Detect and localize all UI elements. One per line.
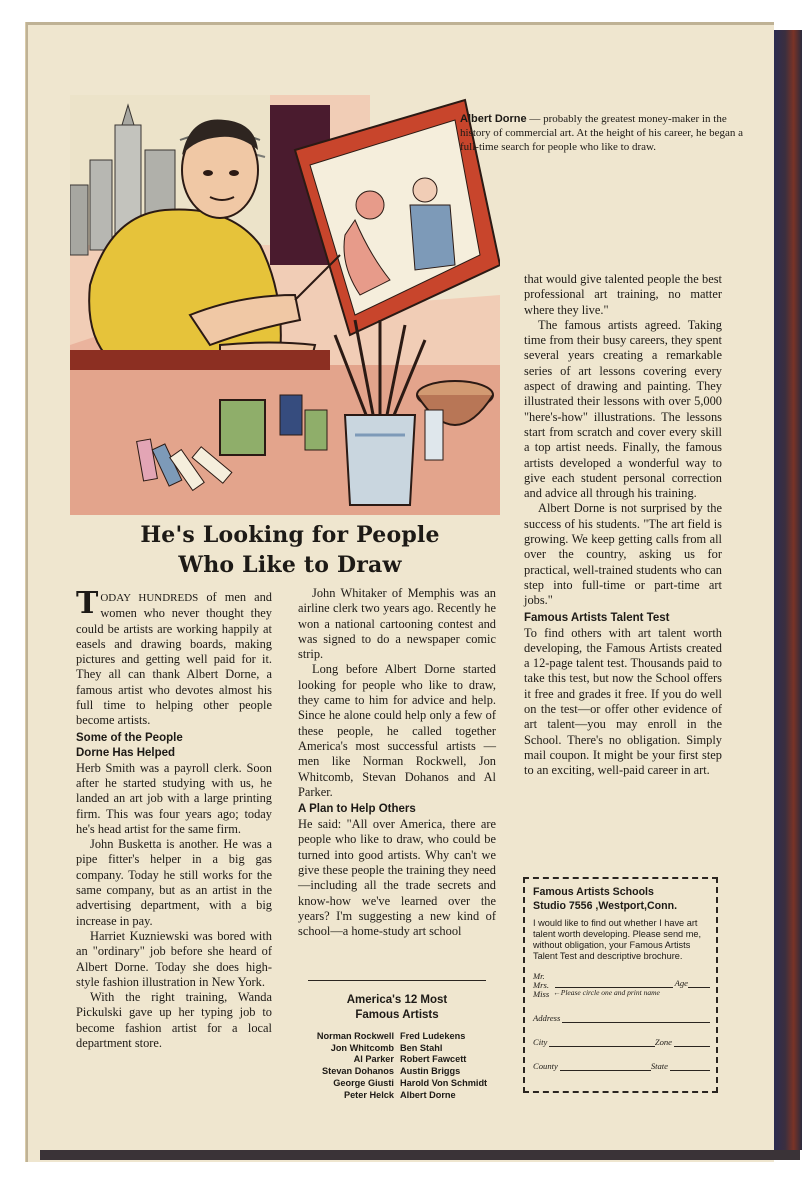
artist-name: Harold Von Schmidt [400, 1077, 488, 1088]
address-label: Address [533, 1013, 561, 1023]
address-field[interactable] [533, 1013, 710, 1023]
salutation-mrs[interactable]: Mrs. [533, 980, 549, 990]
page-headline [70, 520, 510, 580]
city-line[interactable] [549, 1038, 654, 1047]
age-line[interactable] [688, 979, 710, 988]
subhead-line-1: Some of the People [76, 731, 183, 744]
illustration-caption [460, 112, 750, 154]
coupon-school-line-1: Famous Artists Schools [533, 886, 654, 898]
comic-spine [774, 30, 802, 1150]
paragraph: that would give talented people the best professional art training, no matter where they live." [524, 272, 722, 317]
artist-name: Peter Helck [343, 1089, 394, 1100]
state-line[interactable] [670, 1062, 710, 1071]
article-column-3 [524, 272, 722, 779]
name-field[interactable] [533, 972, 710, 999]
article-column-1 [76, 586, 272, 1051]
artist-name: Norman Rockwell [316, 1031, 394, 1041]
subhead: A Plan to Help Others [298, 803, 416, 816]
salutation-miss[interactable]: Miss [533, 989, 550, 999]
headline-line-2: Who Like to Draw [178, 552, 402, 578]
name-line-area[interactable] [553, 972, 710, 998]
paragraph: To find others with art talent worth developing, the Famous Artists created a 12-page talent test. Thousands paid to take this test, but now the School offers it free and grades it free. If you do well on the test—or offer other evidence of art talent—you may enroll in the School. There's no obligation. Simply mail coupon. It might be your first step to an exciting, well-paid career in art. [524, 625, 722, 778]
artist-name: Robert Fawcett [400, 1054, 467, 1065]
small-caps-lead: ODAY HUNDREDS [100, 592, 199, 604]
paragraph: Albert Dorne is not surprised by the success of his students. "The art field is growing. We keep getting calls from all over the country, asking us for practical, well-trained students who can step into full-time or part-time art jobs." [524, 501, 722, 608]
subhead [76, 731, 272, 761]
divider [308, 980, 486, 981]
famous-artists-list [298, 980, 496, 1101]
age-label: Age [674, 978, 688, 988]
artist-name: George Giusti [333, 1077, 394, 1088]
coupon-school-line-2: Studio 7556 ,Westport,Conn. [533, 900, 678, 912]
mail-coupon[interactable] [523, 877, 718, 1093]
paragraph: John Busketta is another. He was a pipe fitter's helper in a big gas company. Today he still works for the same company, but as an artist in the advertising department, with a big increase in pay. [76, 837, 272, 928]
caption-text: — probably the greatest money-maker in the history of commercial art. At the height of his career, he began a full-time search for people who like to draw. [460, 113, 744, 153]
city-zone-field[interactable] [533, 1037, 710, 1047]
drop-cap: T [76, 586, 99, 621]
coupon-school [533, 885, 710, 913]
county-label: County [533, 1061, 558, 1071]
state-label: State [650, 1061, 668, 1071]
zone-label: Zone [654, 1037, 672, 1047]
artists-title [298, 993, 496, 1023]
paragraph: Herb Smith was a payroll clerk. Soon after he started studying with us, he landed an art job with a large printing firm. This was four years ago; today he's head artist for the same firm. [76, 760, 272, 836]
paragraph: Long before Albert Dorne started looking for people who like to draw, they came to him for advice and help. Since he alone could help only a few of these people, he called together America's most successful artists —men like Norman Rockwell, Jon Whitcomb, Stevan Dohanos and Al Parker. [298, 662, 496, 799]
artists-title-line-1: America's 12 Most [346, 994, 448, 1006]
artist-name: Jon Whitcomb [330, 1042, 394, 1053]
subhead-line-2: Dorne Has Helped [76, 746, 176, 759]
artist-name: Ben Stahl [400, 1042, 443, 1053]
circle-note: ←Please circle one and print name [553, 988, 660, 997]
artist-illustration [70, 95, 500, 515]
address-line[interactable] [562, 1014, 710, 1023]
zone-line[interactable] [674, 1038, 710, 1047]
subhead: Famous Artists Talent Test [524, 611, 670, 624]
county-state-field[interactable] [533, 1061, 710, 1071]
county-line[interactable] [560, 1062, 651, 1071]
artist-name: Fred Ludekens [400, 1031, 466, 1041]
paragraph: John Whitaker of Memphis was an airline clerk two years ago. Recently he won a national cartooning contest and was signed to do a newspaper comic strip. [298, 586, 496, 662]
artist-name: Stevan Dohanos [322, 1066, 394, 1077]
artists-grid [298, 1031, 496, 1101]
salutation-mr[interactable]: Mr. [533, 971, 545, 981]
article-column-2 [298, 586, 496, 940]
name-line[interactable] [555, 979, 672, 988]
paragraph [76, 586, 272, 729]
salutation-options[interactable] [533, 972, 549, 999]
headline-line-1: He's Looking for People [140, 522, 440, 548]
name-age-row [553, 978, 710, 988]
paragraph-text: of men and women who never thought they could be artists are working happily at easels and drawing boards, making pictures and getting well paid for it. They all can thank Albert Dorne, a famous artist who devotes almost his full time to helping other people become artists. [76, 590, 272, 728]
paragraph: Harriet Kuzniewski was bored with an "ordinary" job before she heard of Albert Dorne. Today she does high-style fashion illustration in New York. [76, 928, 272, 989]
paragraph: He said: "All over America, there are people who like to draw, who could be turned into good artists. Why can't we give these people the training they need—including all the trade secrets and know-how we've learned over the years? I'm suggesting a new kind of school—a home-study art school [298, 817, 496, 939]
coupon-text: I would like to find out whether I have art talent worth developing. Please send me, without obligation, your Famous Artists Talent Test and descriptive brochure. [533, 918, 702, 961]
artist-name: Albert Dorne [400, 1089, 456, 1100]
city-label: City [533, 1037, 548, 1047]
paragraph: The famous artists agreed. Taking time from their busy careers, they spent several years creating a remarkable series of art lessons covering every aspect of drawing and painting. They illustrated their lessons with over 5,000 "here's-how" illustrations. The lessons start from scratch and cover every skill a top artist needs. Finally, the famous artists developed a wonderful way to give each student personal correction and advice all through his training. [524, 317, 722, 501]
artist-name: Austin Briggs [400, 1066, 461, 1077]
artists-title-line-2: Famous Artists [355, 1009, 439, 1021]
paragraph: With the right training, Wanda Pickulski gave up her typing job to become fashion artist for a local department store. [76, 990, 272, 1051]
caption-name: Albert Dorne [460, 113, 527, 125]
page-edge [40, 1150, 800, 1160]
artist-name: Al Parker [353, 1054, 394, 1065]
